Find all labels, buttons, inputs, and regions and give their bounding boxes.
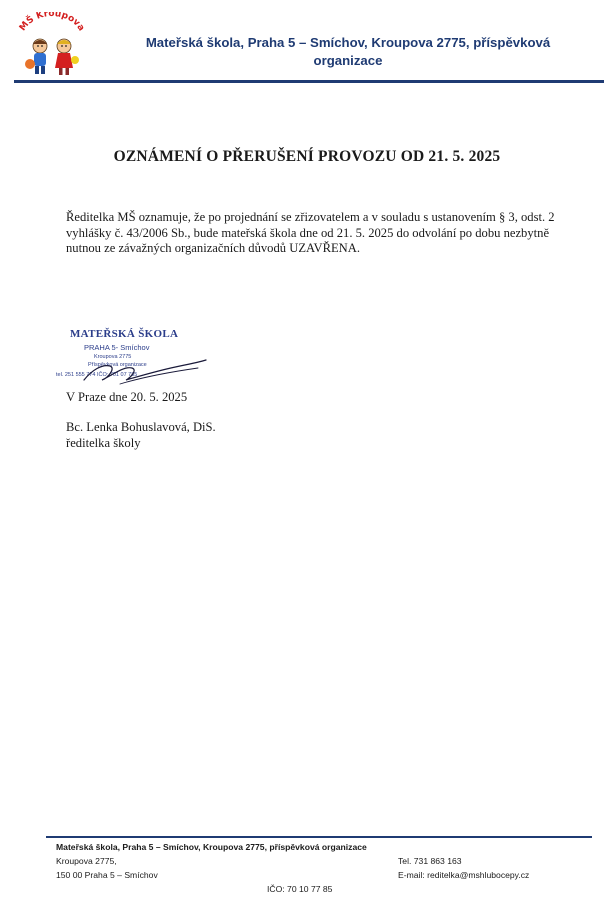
stamp-line-1: MATEŘSKÁ ŠKOLA xyxy=(70,328,179,340)
stamp-line-4: Příspěvková organizace xyxy=(88,362,147,368)
handwritten-signature xyxy=(80,356,210,388)
footer-divider xyxy=(46,836,592,838)
stamp-line-3: Kroupova 2775 xyxy=(94,354,132,360)
footer-address-line-1: Kroupova 2775, xyxy=(56,856,117,866)
announcement-text: Ředitelka MŠ oznamuje, že po projednání se zřizovatelem a v souladu s ustanovením § 3, odst. 2 vyhlášky č. 43/2006 Sb., bude mateřská škola dne od 21. 5. 2025 do odvolání po dobu nezbytně nutnou ze závažných organizačních důvodů UZAVŘENA. xyxy=(66,210,555,255)
footer-ico: IČO: 70 10 77 85 xyxy=(267,884,333,894)
stamp-line-5: tel. 251 555 774 IČO: 701 07 785 xyxy=(56,372,138,378)
svg-text:MŠ Kroupova: MŠ Kroupova xyxy=(17,12,87,34)
header-title: Mateřská škola, Praha 5 – Smíchov, Kroupova 2775, příspěvková organizace xyxy=(145,35,551,68)
footer-address-line-2: 150 00 Praha 5 – Smíchov xyxy=(56,870,158,880)
school-logo xyxy=(14,12,90,80)
signatory-name: Bc. Lenka Bohuslavová, DiS. xyxy=(66,420,216,434)
header-divider xyxy=(14,80,604,83)
footer-email: E-mail: reditelka@mshlubocepy.cz xyxy=(398,870,530,880)
document-heading: OZNÁMENÍ O PŘERUŠENÍ PROVOZU OD 21. 5. 2025 xyxy=(113,148,501,165)
footer-telephone: Tel. 731 863 163 xyxy=(398,856,462,866)
stamp-line-2: PRAHA 5- Smíchov xyxy=(84,343,150,352)
signatory-role: ředitelka školy xyxy=(66,435,141,450)
date-line: V Praze dne 20. 5. 2025 xyxy=(66,390,188,404)
footer-organization: Mateřská škola, Praha 5 – Smíchov, Kroupova 2775, příspěvková organizace xyxy=(56,842,367,852)
signatory-block xyxy=(66,420,216,451)
